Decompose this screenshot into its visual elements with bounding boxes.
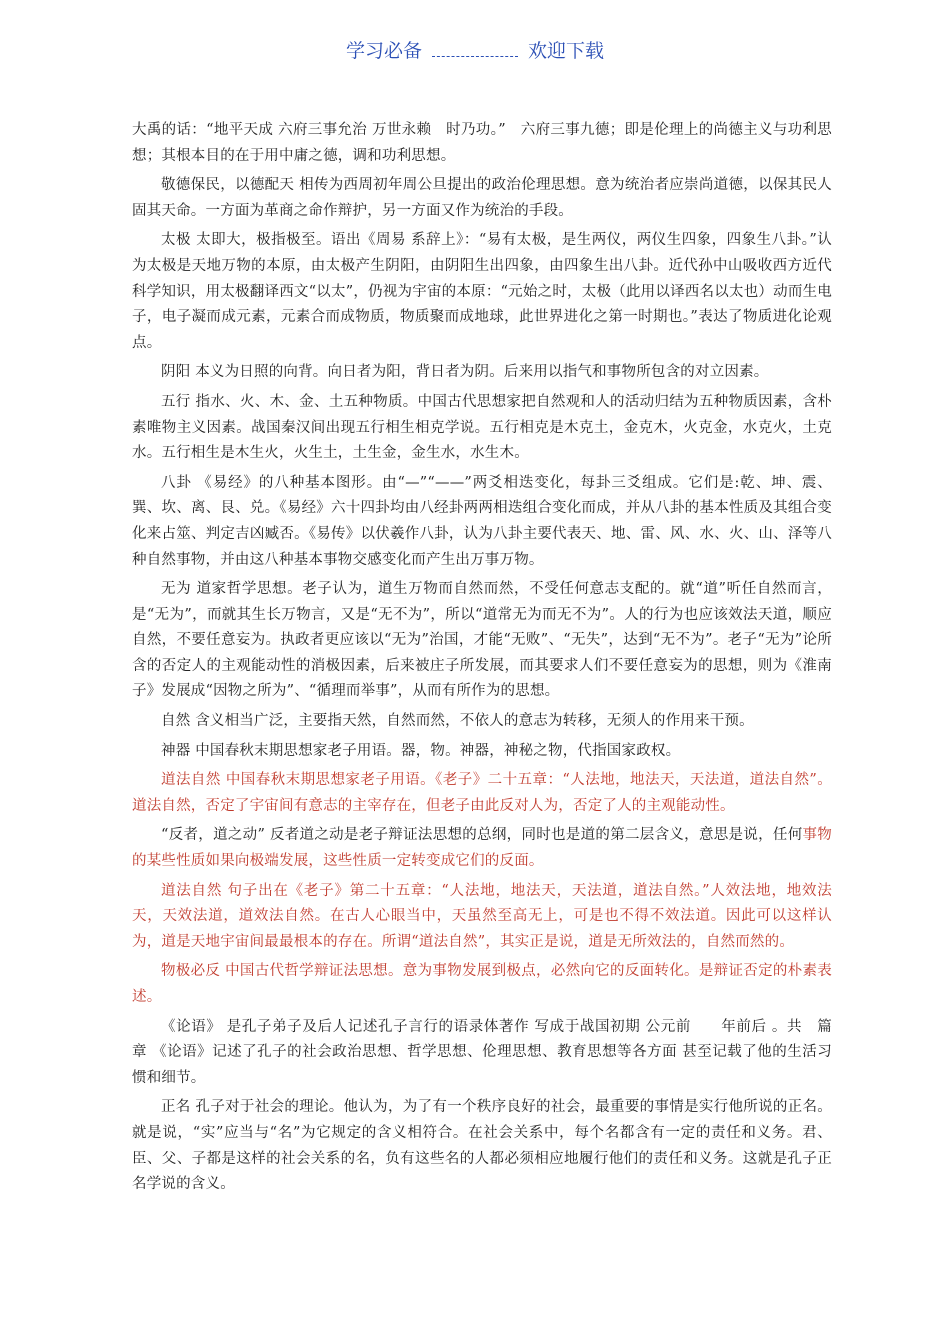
paragraph-yinyang: 阴阳 本义为日照的向背。向日者为阳，背日者为阴。后来用以指气和事物所包含的对立因素。 xyxy=(161,364,769,381)
paragraph-fanzhe-red: 事物的某些性质如果向极端发展，这些性质一定转变成它们的反面。 xyxy=(132,827,832,870)
paragraph-fanzhe xyxy=(132,823,832,874)
paragraph-wuwei: 无为 道家哲学思想。老子认为，道生万物而自然而然，不受任何意志支配的。就“道”听任自然而言，是“无为”，而就其生长万物言，又是“无不为”，所以“道常无为而无不为”。人的行为也应该效法天道，顺应自然，不要任意妄为。执政者更应该以“无为”治国，才能“无败”、“无失”，达到“无不为”。老子“无为”论所含的否定人的主观能动性的消极因素，后来被庄子所发展，而其要求人们不要任意妄为的思想，则为《淮南子》发展成“因物之所为”、“循理而举事”，从而有所作为的思想。 xyxy=(132,581,832,700)
header-right-text: 欢迎下载 xyxy=(528,40,605,62)
paragraph-wuxing: 五行 指水、火、木、金、土五种物质。中国古代思想家把自然观和人的活动归结为五种物质因素，含朴素唯物主义因素。战国秦汉间出现五行相生相克学说。五行相克是木克土，金克木，火克金，水克火，土克水。五行相生是木生火，火生土，土生金，金生水，水生木。 xyxy=(132,393,832,462)
paragraph-lunyu: 《论语》 是孔子弟子及后人记述孔子言行的语录体著作 写成于战国初期 公元前 年前后 。共 篇 章 《论语》记述了孔子的社会政治思想、哲学思想、伦理思想、教育思想等各方面 甚至记载了他的生活习惯和细节。 xyxy=(132,1018,862,1086)
paragraph-taiji: 太极 太即大，极指极至。语出《周易 系辞上》：“易有太极，是生两仪，两仪生四象，四象生八卦。”认为太极是天地万物的本原，由太极产生阴阳，由阴阳生出四象，由四象生出八卦。近代孙中山吸收西方近代科学知识，用太极翻译西文“以太”，仍视为宇宙的本原：“元始之时，太极（此用以译西名以太也）动而生电子，电子凝而成元素，元素合而成物质，物质聚而成地球，此世界进化之第一时期也。”表达了物质进化论观点。 xyxy=(132,232,832,351)
header-left-text: 学习必备 xyxy=(345,40,422,62)
paragraph-zhengming: 正名 孔子对于社会的理论。他认为，为了有一个秩序良好的社会，最重要的事情是实行他所说的正名。就是说，“实”应当与“名”为它规定的含义相符合。在社会关系中，每个名都含有一定的责任和义务。君、臣、父、子都是这样的社会关系的名，负有这些名的人都必须相应地履行他们的责任和义务。这就是孔子正名学说的含义。 xyxy=(132,1099,832,1193)
paragraph-wujibifan: 物极必反 中国古代哲学辩证法思想。意为事物发展到极点，必然向它的反面转化。是辩证否定的朴素表述。 xyxy=(132,963,832,1005)
paragraph-dayu: 大禹的话：“地平天成 六府三事允治 万世永赖 时乃功。” 六府三事九德；即是伦理上的尚德主义与功利思想；其根本目的在于用中庸之德，调和功利思想。 xyxy=(132,122,832,164)
paragraph-ziran: 自然 含义相当广泛，主要指天然，自然而然，不依人的意志为转移，无须人的作用来干预。 xyxy=(161,713,754,730)
paragraph-shenqi: 神器 中国春秋末期思想家老子用语。器，物。神器，神秘之物，代指国家政权。 xyxy=(161,742,681,759)
paragraph-daofaziran-1: 道法自然 中国春秋末期思想家老子用语。《老子》二十五章：“人法地，地法天，天法道，道法自然”。道法自然，否定了宇宙间有意志的主宰存在，但老子由此反对人为，否定了人的主观能动性。 xyxy=(132,772,832,814)
paragraph-bagua: 八卦 《易经》的八种基本图形。由“—”“——”两爻相迭变化，每卦三爻组成。它们是:乾、坤、震、巽、坎、离、艮、兑。《易经》六十四卦均由八经卦两两相迭组合变化而成，并从八卦的基本性质及其组合变化来占筮、判定吉凶臧否。《易传》以伏羲作八卦，认为八卦主要代表天、地、雷、风、水、火、山、泽等八种自然事物，并由这八种基本事物交感变化而产生出万事万物。 xyxy=(132,474,832,568)
paragraph-fanzhe-black: “反者，道之动” 反者道之动是老子辩证法思想的总纲，同时也是道的第二层含义，意思是说，任何 xyxy=(161,827,803,844)
paragraph-jingde-baomin: 敬德保民，以德配天 相传为西周初年周公旦提出的政治伦理思想。意为统治者应崇尚道德，以保其民人固其天命。一方面为革商之命作辩护，另一方面又作为统治的手段。 xyxy=(132,177,832,219)
paragraph-daofaziran-2: 道法自然 句子出在《老子》第二十五章：“人法地，地法天，天法道，道法自然。”人效法地，地效法天，天效法道，道效法自然。在古人心眼当中，天虽然至高无上，可是也不得不效法道。因此可以这样认为，道是天地宇宙间最最根本的存在。所谓“道法自然”，其实正是说，道是无所效法的，自然而然的。 xyxy=(132,882,832,950)
page-header xyxy=(0,36,950,66)
header-dashed-line xyxy=(432,56,518,57)
document-body xyxy=(132,118,862,1202)
